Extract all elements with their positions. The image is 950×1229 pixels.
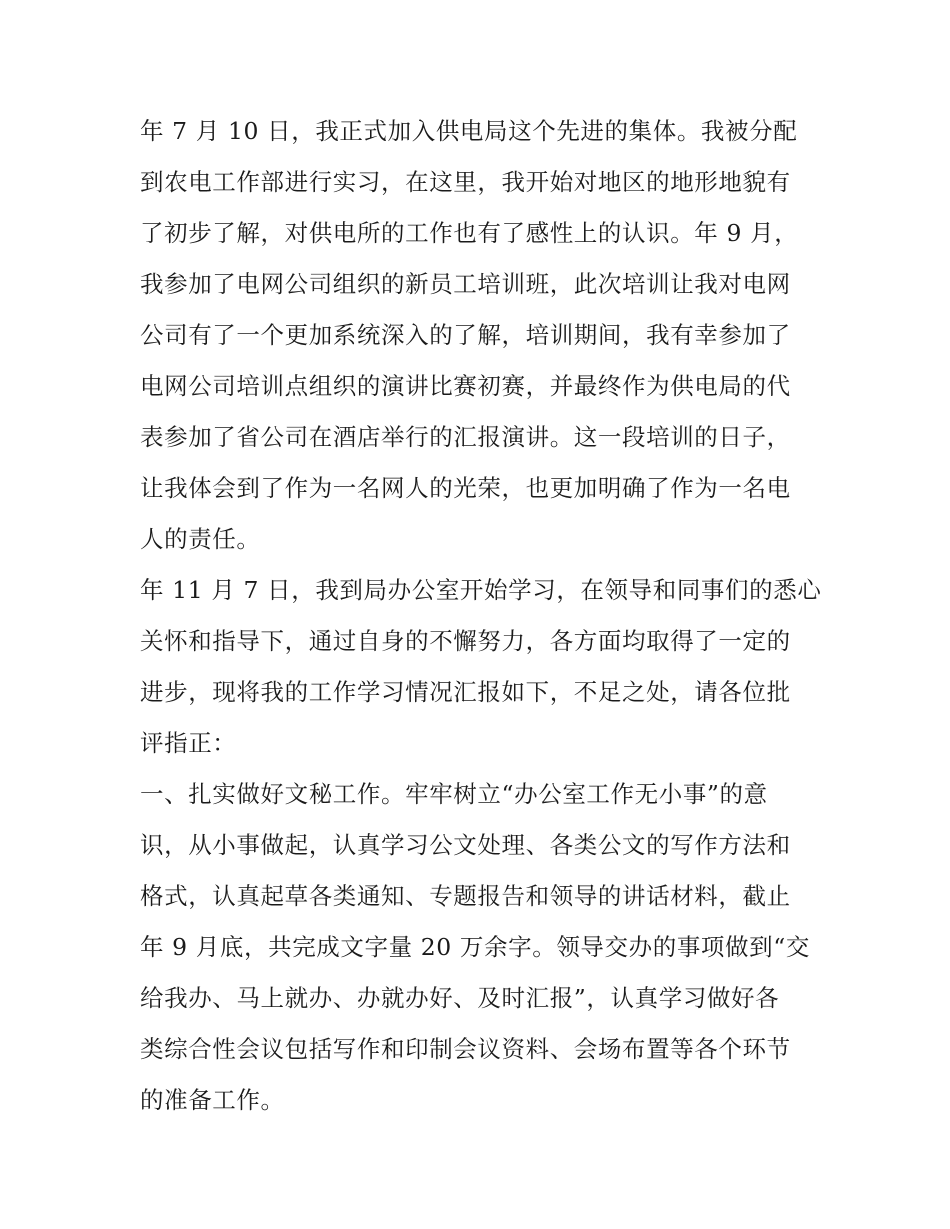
text-line: 了初步了解，对供电所的工作也有了感性上的认识。年 9 月， <box>140 219 799 247</box>
text-line: 年 11 月 7 日，我到局办公室开始学习，在领导和同事们的悉心 <box>140 576 822 604</box>
text-line: 识，从小事做起，认真学习公文处理、各类公文的写作方法和 <box>140 831 791 859</box>
text-line: 格式，认真起草各类通知、专题报告和领导的讲话材料，截止 <box>140 882 791 910</box>
text-line: 的准备工作。 <box>140 1086 285 1114</box>
text-line: 给我办、马上就办、办就办好、及时汇报”，认真学习做好各 <box>140 984 780 1012</box>
text-line: 人的责任。 <box>140 525 261 553</box>
text-line: 我参加了电网公司组织的新员工培训班，此次培训让我对电网 <box>140 270 791 298</box>
document-body <box>140 106 822 1126</box>
text-line: 公司有了一个更加系统深入的了解，培训期间，我有幸参加了 <box>140 321 791 349</box>
text-line: 年 9 月底，共完成文字量 20 万余字。领导交办的事项做到“交 <box>140 933 810 961</box>
text-line: 表参加了省公司在酒店举行的汇报演讲。这一段培训的日子， <box>140 423 791 451</box>
text-line: 一、扎实做好文秘工作。牢牢树立“办公室工作无小事”的意 <box>140 780 768 808</box>
text-line: 进步，现将我的工作学习情况汇报如下，不足之处，请各位批 <box>140 678 791 706</box>
text-line: 到农电工作部进行实习，在这里，我开始对地区的地形地貌有 <box>140 168 791 196</box>
text-line: 让我体会到了作为一名网人的光荣，也更加明确了作为一名电 <box>140 474 791 502</box>
text-line: 评指正： <box>140 729 237 757</box>
text-line: 类综合性会议包括写作和印制会议资料、会场布置等各个环节 <box>140 1035 791 1063</box>
text-line: 年 7 月 10 日，我正式加入供电局这个先进的集体。我被分配 <box>140 117 798 145</box>
text-line: 关怀和指导下，通过自身的不懈努力，各方面均取得了一定的 <box>140 627 791 655</box>
text-line: 电网公司培训点组织的演讲比赛初赛，并最终作为供电局的代 <box>140 372 791 400</box>
